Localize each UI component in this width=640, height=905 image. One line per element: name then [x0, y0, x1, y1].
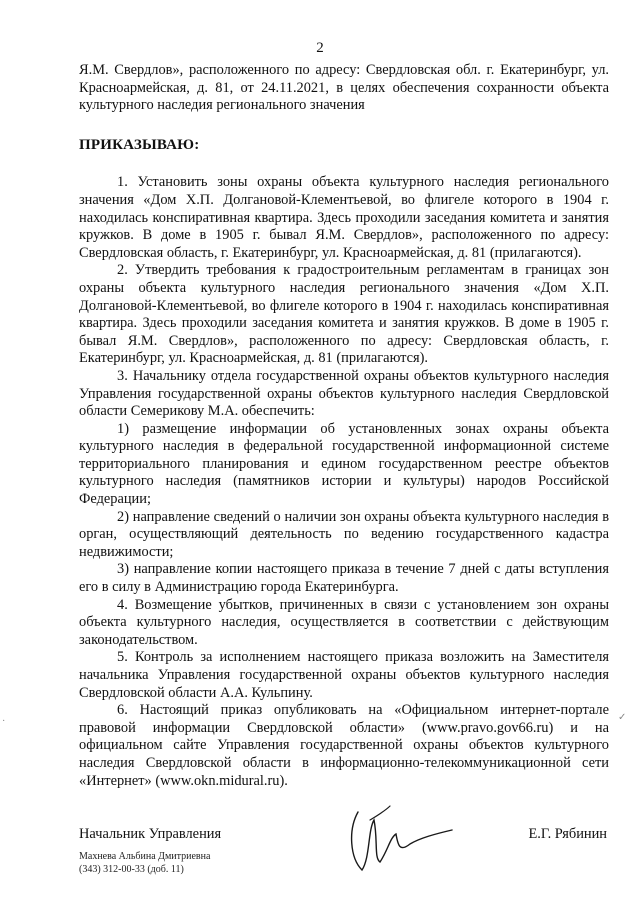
item-1: 1. Установить зоны охраны объекта культурного наследия регионального значения «Дом Х.П. Долгановой-Клементьевой, во флигеле которого в 1904 г. находилась конспиративная квартира. Здесь проходили заседания комитета и занятия кружков. В доме в 1905 г. бывал Я.М. Свердлов», расположенного по адресу: Свердловская область, г. Екатеринбург, ул. Красноармейская, д. 81 (прилагаются). [79, 174, 609, 261]
executor-name: Махнева Альбина Дмитриевна [79, 851, 211, 862]
item-2: 2. Утвердить требования к градостроительным регламентам в границах зон охраны объекта культурного наследия регионального значения «Дом Х.П. Долгановой-Клементьевой, во флигеле которого в 1904 г. находилась конспиративная квартира. Здесь проходили заседания комитета и занятия кружков. В доме в 1905 г. бывал Я.М. Свердлов», расположенного по адресу: Свердловская область, г. Екатеринбург, ул. Красноармейская, д. 81 (прилагаются). [79, 262, 609, 367]
document-body [79, 62, 609, 790]
margin-dot: · [2, 716, 6, 727]
margin-mark: ✓ [618, 712, 627, 723]
intro-paragraph: Я.М. Свердлов», расположенного по адресу: Свердловская обл. г. Екатеринбург, ул. Красноармейская, д. 81, от 24.11.2021, в целях обеспечения сохранности объекта культурного наследия регионального значения [79, 62, 609, 114]
item-3-sub-2: 2) направление сведений о наличии зон охраны объекта культурного наследия в орган, осуществляющий деятельность по ведению государственного кадастра недвижимости; [79, 508, 609, 560]
signatory-title: Начальник Управления [79, 826, 222, 842]
page-number: 2 [316, 40, 324, 56]
item-3-sub-3: 3) направление копии настоящего приказа в течение 7 дней с даты вступления его в силу в Администрацию города Екатеринбурга. [79, 561, 609, 596]
item-3-sub-1: 1) размещение информации об установленных зонах охраны объекта культурного наследия в федеральной государственной информационной системе территориального планирования и едином государственном реестре объектов культурного наследия (памятников истории и культуры) народов Российской Федерации; [79, 420, 609, 508]
executor-phone: (343) 312-00-33 (доб. 11) [79, 864, 184, 875]
signature-block [79, 826, 609, 846]
item-4: 4. Возмещение убытков, причиненных в связи с установлением зон охраны объекта культурного наследия, осуществляется в соответствии с действующим законодательством. [79, 596, 609, 648]
item-3: 3. Начальнику отдела государственной охраны объектов культурного наследия Управления государственной охраны объектов культурного наследия Свердловской области Семерикову М.А. обеспечить: [79, 367, 609, 420]
executor-info [79, 850, 210, 876]
item-6: 6. Настоящий приказ опубликовать на «Официальном интернет-портале правовой информации Свердловской области» (www.pravo.gov66.ru) и на официальном сайте Управления государственной охраны объектов культурного наследия Свердловской области в информационно-телекоммуникационной сети «Интернет» (www.okn.midural.ru). [79, 702, 609, 789]
item-5: 5. Контроль за исполнением настоящего приказа возложить на Заместителя начальника Управления государственной охраны объектов культурного наследия Свердловской области А.А. Кульпину. [79, 649, 609, 701]
order-heading: ПРИКАЗЫВАЮ: [79, 136, 200, 153]
signatory-name: Е.Г. Рябинин [528, 826, 607, 842]
